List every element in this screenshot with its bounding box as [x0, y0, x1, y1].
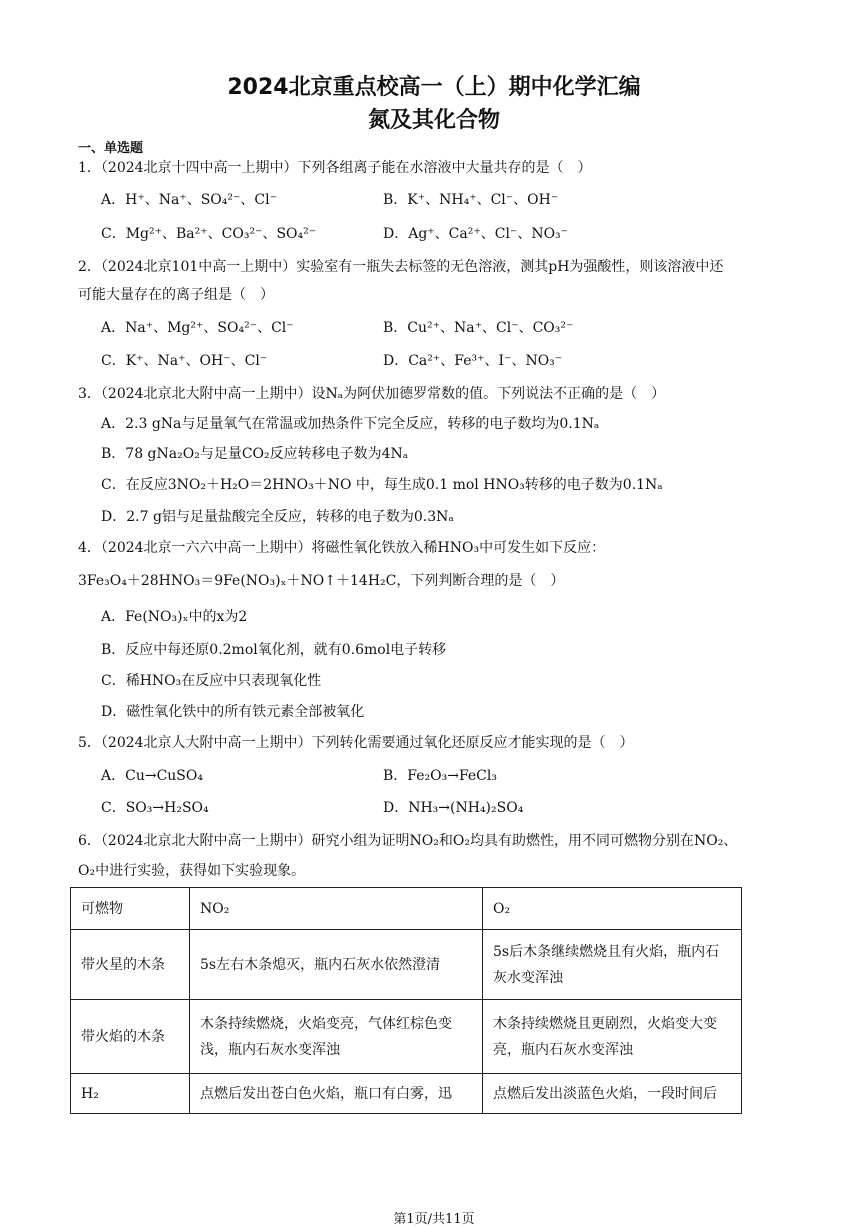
question-4-option-c: C．稀HNO₃在反应中只表现氧化性: [101, 673, 322, 689]
table-row: [71, 1074, 742, 1114]
document-subtitle: 氮及其化合物: [367, 108, 500, 133]
table-header-cell: O₂: [483, 888, 742, 930]
table-cell: 带火焰的木条: [71, 1000, 190, 1074]
question-3-option-a: A．2.3 gNa与足量氧气在常温或加热条件下完全反应，转移的电子数均为0.1Nₐ: [101, 416, 600, 432]
question-5-option-c: C．SO₃→H₂SO₄: [101, 800, 209, 816]
table-header-row: [71, 888, 742, 930]
question-2-option-c: C．K⁺、Na⁺、OH⁻、Cl⁻: [101, 353, 268, 369]
page-number-footer: 第1页/共11页: [393, 1212, 475, 1227]
section-heading: 一、单选题: [78, 141, 144, 156]
question-2-stem-line1: 2．（2024北京101中高一上期中）实验室有一瓶失去标签的无色溶液，测其pH为强酸性，则该溶液中还: [78, 259, 724, 275]
question-2-stem-line2: 可能大量存在的离子组是（ ）: [78, 287, 274, 303]
question-4-option-a: A．Fe(NO₃)ₓ中的x为2: [101, 609, 248, 625]
question-4-option-d: D．磁性氧化铁中的所有铁元素全部被氧化: [101, 704, 365, 720]
table-cell: 5s左右木条熄灭，瓶内石灰水依然澄清: [190, 930, 483, 1000]
question-3-stem: 3．（2024北京北大附中高一上期中）设Nₐ为阿伏加德罗常数的值。下列说法不正确的是（ ）: [78, 386, 666, 402]
question-1-stem: 1．（2024北京十四中高一上期中）下列各组离子能在水溶液中大量共存的是（ ）: [78, 160, 592, 176]
table-cell: 点燃后发出苍白色火焰，瓶口有白雾，迅: [190, 1074, 483, 1114]
document-title: 2024北京重点校高一（上）期中化学汇编: [227, 75, 641, 100]
question-6-stem-line1: 6．（2024北京北大附中高一上期中）研究小组为证明NO₂和O₂均具有助燃性，用不同可燃物分别在NO₂、: [78, 833, 738, 849]
table-cell: H₂: [71, 1074, 190, 1114]
question-4-stem-line2: 3Fe₃O₄＋28HNO₃＝9Fe(NO₃)ₓ＋NO↑＋14H₂C，下列判断合理的是（ ）: [78, 573, 565, 589]
table-cell: 带火星的木条: [71, 930, 190, 1000]
question-2-option-a: A．Na⁺、Mg²⁺、SO₄²⁻、Cl⁻: [101, 320, 294, 336]
question-5-option-d: D．NH₃→(NH₄)₂SO₄: [383, 800, 524, 816]
table-header-cell: 可燃物: [71, 888, 190, 930]
question-5-option-b: B．Fe₂O₃→FeCl₃: [383, 768, 497, 784]
question-1-option-d: D．Ag⁺、Ca²⁺、Cl⁻、NO₃⁻: [383, 226, 569, 242]
table-row: [71, 930, 742, 1000]
table-cell: 5s后木条继续燃烧且有火焰，瓶内石灰水变浑浊: [483, 930, 742, 1000]
table-cell: 木条持续燃烧且更剧烈，火焰变大变亮，瓶内石灰水变浑浊: [483, 1000, 742, 1074]
table-header-cell: NO₂: [190, 888, 483, 930]
question-2-option-d: D．Ca²⁺、Fe³⁺、I⁻、NO₃⁻: [383, 353, 563, 369]
question-6-stem-line2: O₂中进行实验，获得如下实验现象。: [78, 863, 306, 879]
question-3-option-d: D．2.7 g铝与足量盐酸完全反应，转移的电子数为0.3Nₐ: [101, 509, 454, 525]
table-cell: 木条持续燃烧，火焰变亮，气体红棕色变浅，瓶内石灰水变浑浊: [190, 1000, 483, 1074]
table-cell: 点燃后发出淡蓝色火焰，一段时间后: [483, 1074, 742, 1114]
table-row: [71, 1000, 742, 1074]
experiment-table: [70, 887, 742, 1114]
question-1-option-b: B．K⁺、NH₄⁺、Cl⁻、OH⁻: [383, 192, 559, 208]
question-3-option-c: C．在反应3NO₂＋H₂O＝2HNO₃＋NO 中，每生成0.1 mol HNO₃转移的电子数为0.1Nₐ: [101, 477, 663, 493]
question-2-option-b: B．Cu²⁺、Na⁺、Cl⁻、CO₃²⁻: [383, 320, 574, 336]
question-1-option-a: A．H⁺、Na⁺、SO₄²⁻、Cl⁻: [101, 192, 277, 208]
question-1-option-c: C．Mg²⁺、Ba²⁺、CO₃²⁻、SO₄²⁻: [101, 226, 317, 242]
question-5-option-a: A．Cu→CuSO₄: [101, 768, 203, 784]
question-5-stem: 5．（2024北京人大附中高一上期中）下列转化需要通过氧化还原反应才能实现的是（ ）: [78, 735, 634, 751]
question-4-option-b: B．反应中每还原0.2mol氧化剂，就有0.6mol电子转移: [101, 642, 447, 658]
question-4-stem-line1: 4．（2024北京一六六中高一上期中）将磁性氧化铁放入稀HNO₃中可发生如下反应：: [78, 540, 606, 556]
question-3-option-b: B．78 gNa₂O₂与足量CO₂反应转移电子数为4Nₐ: [101, 446, 409, 462]
